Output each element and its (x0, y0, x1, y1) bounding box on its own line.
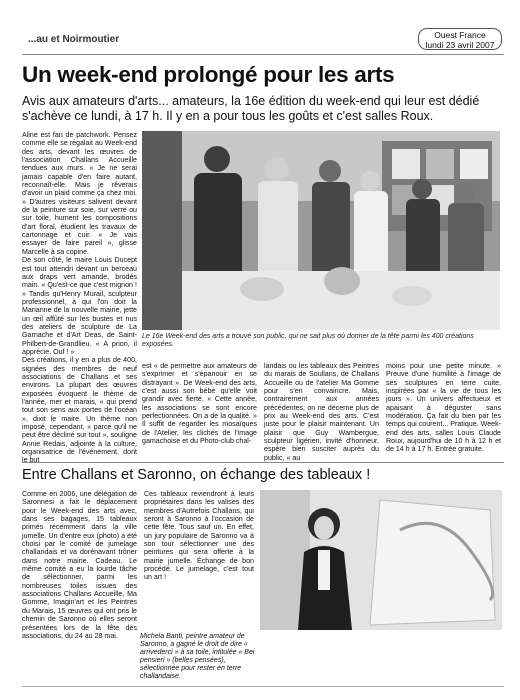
section-rule (22, 462, 504, 463)
bottom-rule (22, 686, 504, 687)
newspaper-name: Ouest France (434, 30, 486, 40)
portrait-illustration (260, 490, 502, 630)
article-column: est « de permettre aux amateurs de s'exprimer et s'épanouir en se distrayant ». De Week-end des arts, c'est aussi son bébé qu'elle voit grandir avec fierté. « Cette année, les associations se sont encore perfectionnées. On a de la qualité. » Il suffit de regarder les mosaïques de l'Atelier, les clichés de l'image gamachoise et du Photo-club chal- (142, 362, 257, 446)
photo-caption: Michela Banti, peintre amateur de Saronno, a gagné le droit de dire « arrivederci » à sa toile, intitulée « Bei pensieri » (belles pensées), sélectionnée pour rester en terre challandaise. (140, 633, 255, 680)
article-headline: Un week-end prolongé pour les arts (22, 62, 395, 87)
newspaper-masthead-badge (418, 28, 502, 50)
paragraph: De son côté, le maire Louis Ducept est tout attendri devant un berceau aux draps vert amande, brodés main. « Qu'est-ce que c'est mignon ! » Tandis qu'Henry Murail, sculpteur professionnel, à qui l'on doit la Marianne de la nouvelle mairie, jette un œil affûté sur les bustes et nus des ateliers de sculpture de La Garnache et d'Art Deas, de Saint-Philbert-de-Grandlieu. « A priori, il apprécie. Ouf ! » (22, 256, 137, 356)
article-lede: Avis aux amateurs d'arts... amateurs, la 16e édition du week-end qui leur est dédié s'achève ce lundi, à 17 h. Il y en a pour tous les goûts et c'est salles Roux. (22, 94, 480, 123)
paragraph: Aline est fan de patchwork. Pensez comme elle se régalait au Week-end des arts, devant les œuvres de l'association Challans Accueille tendues aux murs. « Je ne serai jamais capable d'en faire autant, reconnaît-elle. Mais je rêverais d'avoir un plaid comme ça chez moi. » D'autres visiteurs salivent devant de la peinture sur soie, sur verre ou sur toile, hument les compositions d'art floral, étudient les travaux de cartonnage et cuir. « Je vais essayer de faire pareil », glisse Marcelle à sa copine. (22, 131, 138, 256)
exhibition-photo (142, 131, 500, 330)
painter-portrait-photo (260, 490, 502, 630)
exhibition-photo-illustration (142, 131, 500, 330)
photo-caption: Le 16e Week-end des arts a trouvé son public, qui ne sait plus où donner de la tête parmi les 400 créations exposées. (142, 333, 474, 348)
article-column: moins pour une petite minute. » Preuve d'une humilité à l'image de ses sculptures en terre cuite, inspirées par « la vie de tous les jours ». Un univers affectueux et apaisant à déguster sans modération. Ça fait du bien par les temps qui courent... Pratique. Week-end des arts, salles Louis Claude Roux, aujourd'hui de 10 h à 12 h et de 14 h à 17 h. Entrée gratuite. (386, 362, 501, 454)
second-article-headline: Entre Challans et Saronno, on échange des tableaux ! (22, 467, 371, 483)
article-column: landais ou les tableaux des Peintres du marais de Soullans, de Challans Accueille ou de l'atelier Ma Gomme pour s'en convaincre. Mais, contrairement aux années précédentes, on ne décerne plus de prix au Week-end des arts. C'est juste pour le plaisir maintenant. Un plaisir que Guy Wambergue, sculpteur ligérien, invité d'honneur, espère bien susciter auprès du public, « au (264, 362, 379, 462)
article-column: Ces tableaux reviendront à leurs propriétaires dans les valises des membres d'Autrefois Challans, qui seront à Saronno à l'occasion de cette fête. Tous sauf un. En effet, un jury populaire de Saronno va à son tour sélectionner une des peintures qui sera offerte à la mairie jumelle. Échange de bon procédé. Le jumelage, c'est tout un art ! (144, 490, 254, 582)
section-label: ...au et Noirmoutier (28, 34, 120, 45)
paragraph: Des créations, il y en a plus de 400, signées des membres de neuf associations de Challans et ses environs. La plupart des œuvres exposées évoquent le thème de l'année, mer et marais, « qui prend tout son sens aux portes de l'océan », dixit le maire. Un thème non imposé, cependant, « parce qu'il ne peut être décliné sur tout », souligne Annie Redais, adjointe à la culture, organisatrice de l'événement, dont le but (22, 356, 137, 465)
top-rule (22, 54, 504, 55)
publication-date: lundi 23 avril 2007 (425, 40, 495, 50)
article-column-left (22, 131, 138, 465)
article-column: Comme en 2006, une délégation de Saronnesi a fait le déplacement pour le Week-end des arts avec, dans ses bagages, 15 tableaux primés récemment dans la ville jumelle. Un d'entre eux (photo) a été choisi par le comité de jumelage challandais et va dorénavant trôner dans notre mairie. Cadeau. Le même comité a eu la lourde tâche de sélectionner, parmi les nombreuses toiles issues des associations Challans Accueille, Ma Gomme, Imagin'art et les Peintres du Marais, 15 œuvres qui ont pris le chemin de Saronno où elles seront présentées lors de la fête des associations, du 24 au 28 mai. (22, 490, 137, 640)
